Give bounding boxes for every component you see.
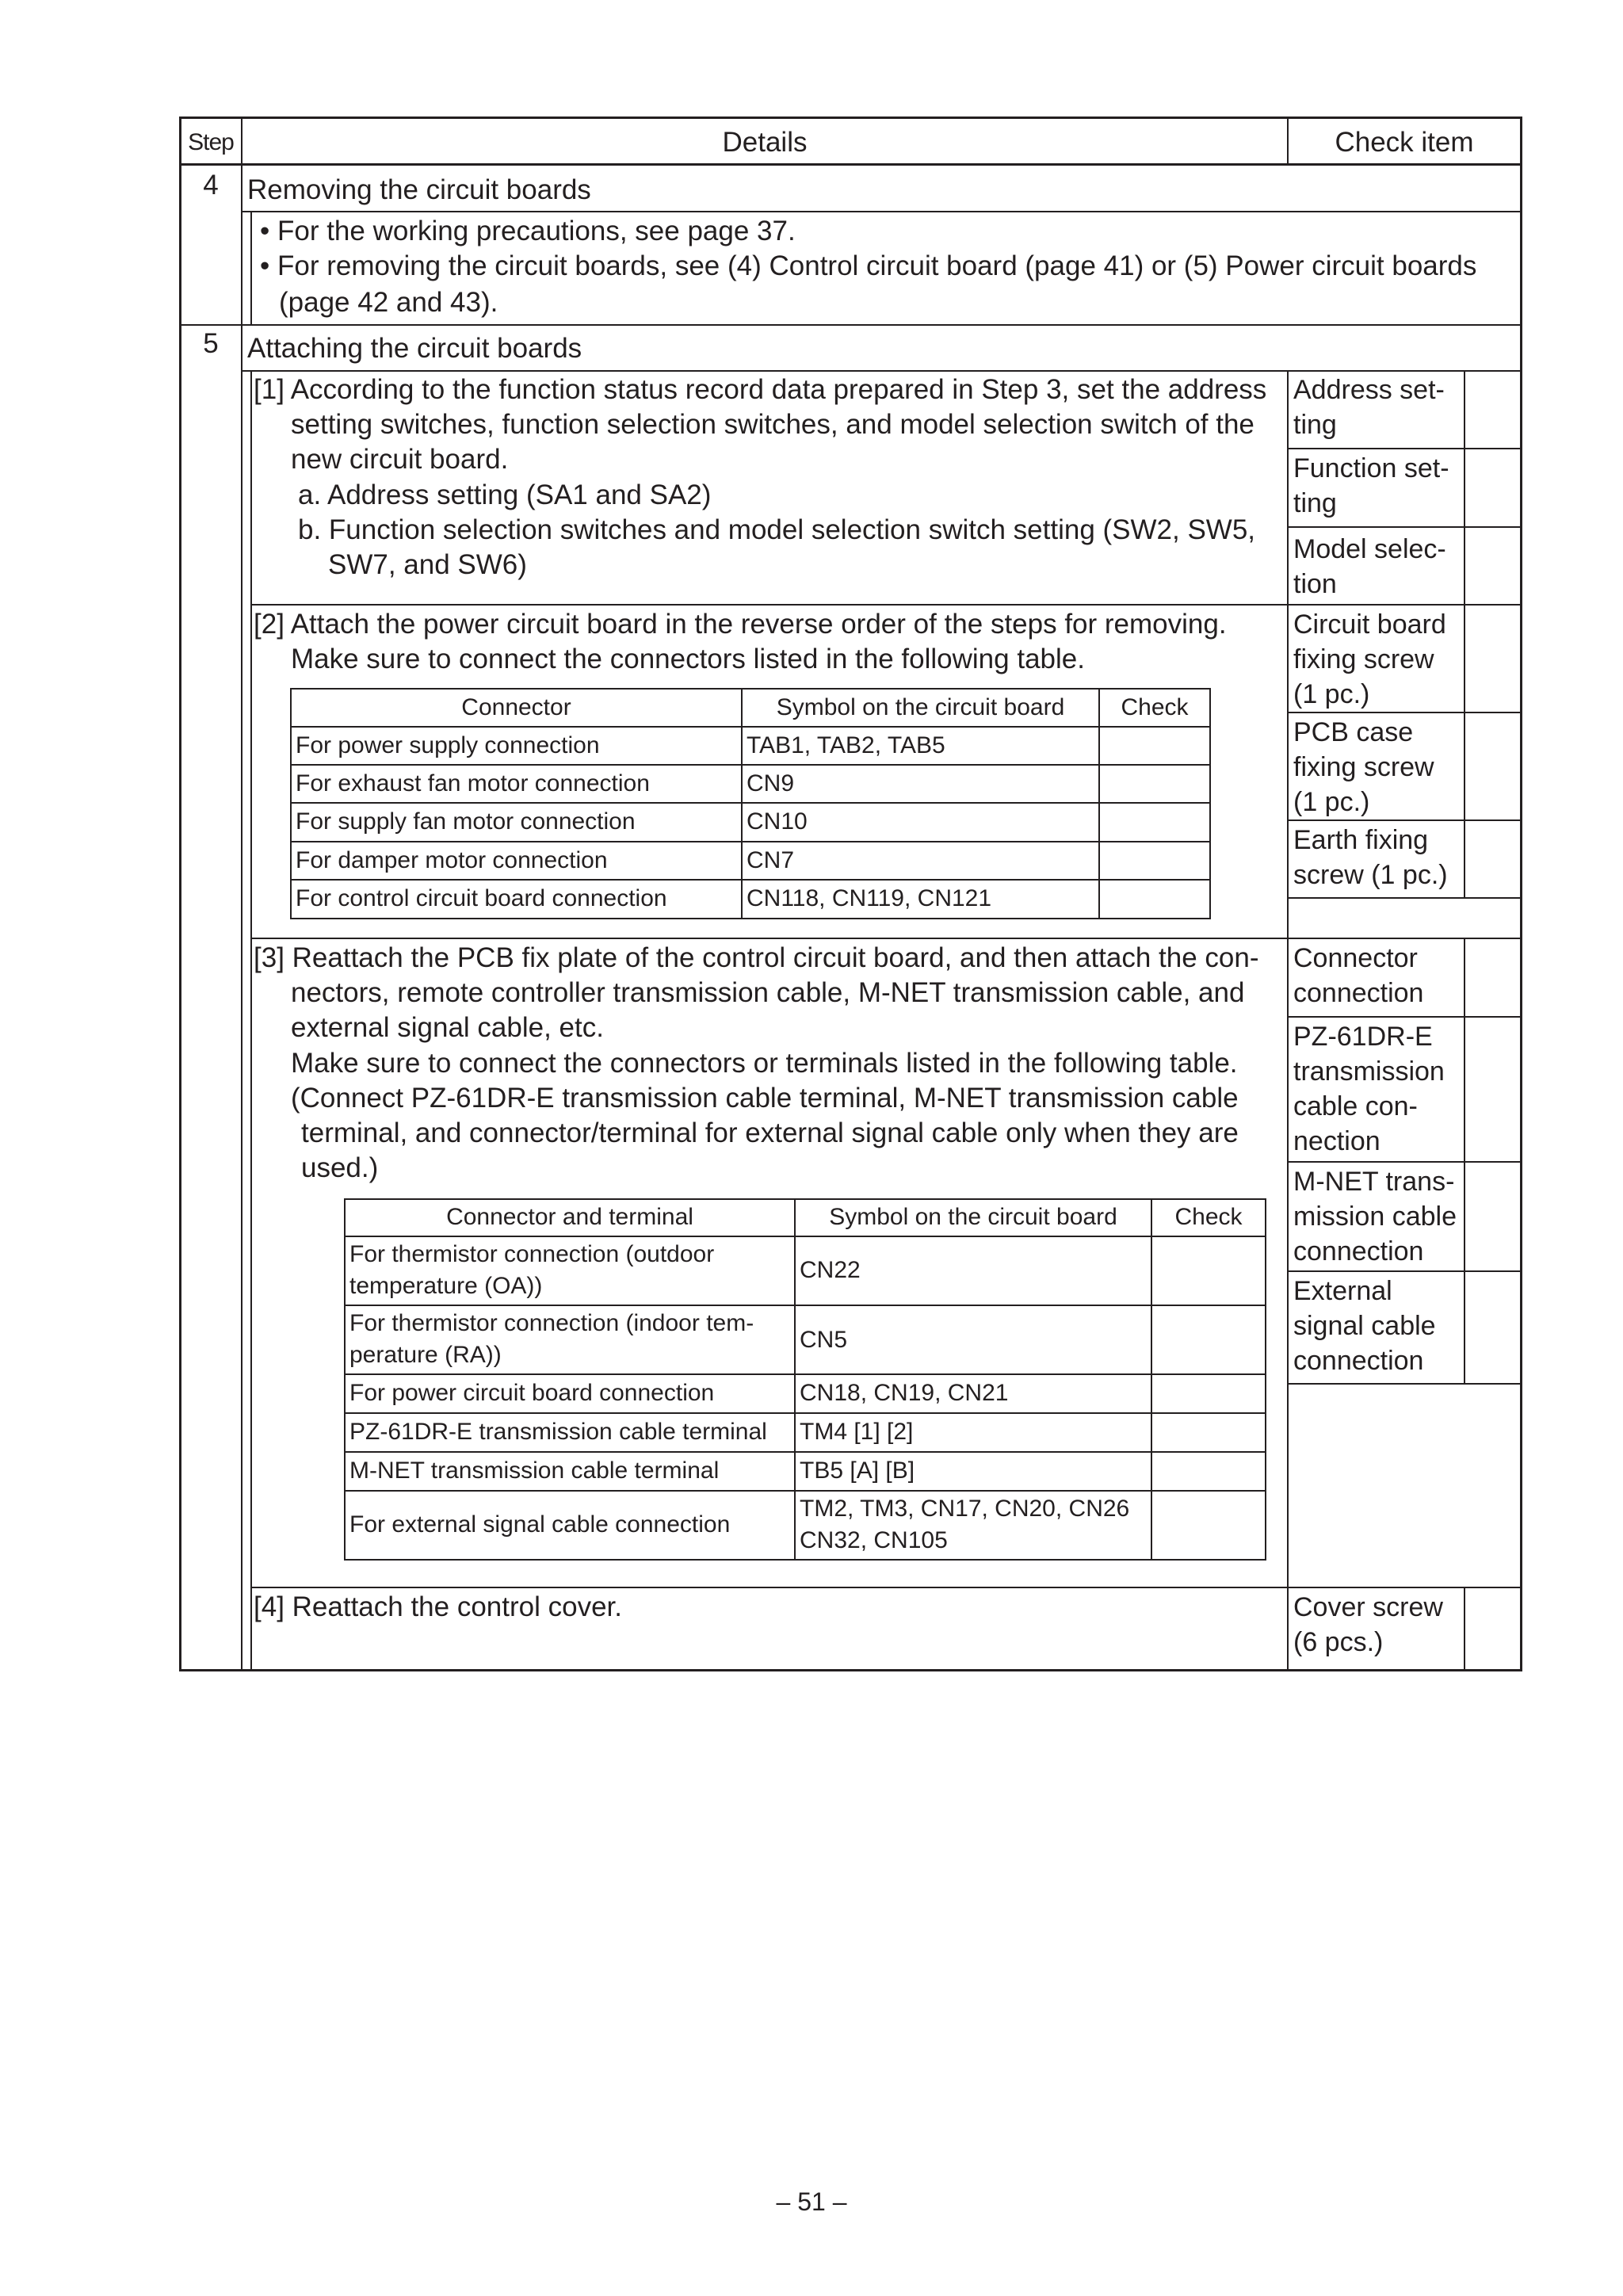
sub1-line: SW7, and SW6)	[328, 549, 527, 580]
checkbox-divider-3	[1464, 1587, 1465, 1669]
sub3-line: Make sure to connect the connectors or terminals listed in the following table.	[291, 1048, 1238, 1079]
checkbox-divider-2	[1464, 938, 1465, 1383]
sub3-line: terminal, and connector/terminal for external signal cable only when they are	[301, 1117, 1239, 1148]
terminal-table-cell: CN18, CN19, CN21	[800, 1380, 1009, 1406]
check-item-function: Function set-	[1293, 453, 1449, 483]
terminal-table-border	[344, 1559, 1266, 1561]
conn-table-border	[290, 918, 1211, 919]
sub1-line: a. Address setting (SA1 and SA2)	[298, 479, 712, 510]
check-item-earth-screw: screw (1 pc.)	[1293, 860, 1448, 890]
conn-table-header: Check	[1121, 694, 1189, 720]
conn-table-border	[290, 879, 1211, 881]
check-item-pcb-case-screw: fixing screw	[1293, 752, 1434, 782]
conn-table-cell: For control circuit board connection	[296, 885, 667, 911]
header-bottom-border	[179, 163, 1522, 166]
terminal-table-border	[1151, 1198, 1152, 1561]
conn-table-border	[290, 688, 1211, 690]
check-row-line	[1287, 712, 1522, 713]
step4-title-line	[241, 211, 1522, 212]
conn-table-cell: TAB1, TAB2, TAB5	[747, 732, 945, 758]
step-column-divider	[241, 117, 242, 1670]
terminal-table-header: Symbol on the circuit board	[829, 1204, 1117, 1230]
step4-number: 4	[203, 170, 219, 201]
check-item-address: ting	[1293, 410, 1337, 440]
sub3-separator	[250, 1587, 1522, 1588]
check-item-function: ting	[1293, 488, 1337, 518]
step4-bullet: • For removing the circuit boards, see (4) Control circuit board (page 41) or (5) Power circuit boards	[260, 250, 1477, 281]
sub4-line: [4] Reattach the control cover.	[254, 1591, 622, 1622]
terminal-table-cell: For power circuit board connection	[349, 1380, 715, 1406]
check-item-cover-screw: (6 pcs.)	[1293, 1627, 1384, 1657]
check-item-model: Model selec-	[1293, 534, 1446, 564]
conn-table-border	[1209, 688, 1211, 919]
check-item-mnet: connection	[1293, 1236, 1424, 1266]
table-right-border	[1520, 117, 1522, 1671]
conn-table-border	[290, 802, 1211, 804]
sub3-line: external signal cable, etc.	[291, 1012, 604, 1043]
terminal-table-cell: temperature (OA))	[349, 1273, 543, 1299]
sub2-line: Make sure to connect the connectors listed in the following table.	[291, 644, 1085, 674]
sub3-line: nectors, remote controller transmission cable, M-NET transmission cable, and	[291, 977, 1245, 1008]
step5-number: 5	[203, 328, 219, 359]
conn-table-cell: CN118, CN119, CN121	[747, 885, 992, 911]
check-item-mnet: mission cable	[1293, 1201, 1457, 1232]
check-row-line	[1287, 448, 1522, 449]
conn-table-cell: For damper motor connection	[296, 847, 608, 873]
sub1-line: [1] According to the function status record data prepared in Step 3, set the address	[254, 374, 1267, 405]
step5-title: Attaching the circuit boards	[247, 333, 582, 364]
terminal-table-border	[344, 1198, 346, 1561]
header-details: Details	[722, 127, 808, 158]
terminal-table-border	[1265, 1198, 1266, 1561]
conn-table-cell: For supply fan motor connection	[296, 808, 636, 835]
check-row-line	[1287, 1383, 1522, 1385]
check-row-line	[1287, 1270, 1522, 1272]
terminal-table-cell: TM4 [1] [2]	[800, 1419, 914, 1445]
sub2-separator	[250, 938, 1522, 939]
terminal-table-cell: TB5 [A] [B]	[800, 1457, 915, 1484]
terminal-table-header: Connector and terminal	[446, 1204, 693, 1230]
check-item-pcb-case-screw: (1 pc.)	[1293, 787, 1370, 817]
check-item-pz61dr: transmission	[1293, 1056, 1445, 1087]
table-bottom-border	[179, 1669, 1522, 1671]
terminal-table-border	[344, 1412, 1266, 1414]
terminal-table-border	[344, 1373, 1266, 1375]
check-item-connector: Connector	[1293, 943, 1418, 973]
terminal-table-border	[794, 1198, 796, 1561]
sub1-line: setting switches, function selection switches, and model selection switch of the	[291, 409, 1254, 440]
page-number: – 51 –	[776, 2187, 847, 2216]
sub1-separator	[250, 604, 1522, 606]
terminal-table-cell: For thermistor connection (outdoor	[349, 1241, 715, 1267]
check-item-circuit-board-screw: (1 pc.)	[1293, 679, 1370, 709]
check-row-line	[1287, 819, 1522, 821]
check-item-external-signal: External	[1293, 1276, 1392, 1306]
step4-title: Removing the circuit boards	[247, 174, 591, 205]
terminal-table-border	[344, 1490, 1266, 1492]
terminal-table-cell: M-NET transmission cable terminal	[349, 1457, 720, 1484]
check-item-pz61dr: cable con-	[1293, 1091, 1418, 1121]
check-item-external-signal: signal cable	[1293, 1311, 1436, 1341]
check-item-address: Address set-	[1293, 375, 1445, 405]
header-step: Step	[188, 129, 234, 155]
sub3-line: used.)	[301, 1152, 379, 1183]
conn-table-cell: CN10	[747, 808, 808, 835]
sub2-line: [2] Attach the power circuit board in the reverse order of the steps for removing.	[254, 609, 1227, 640]
header-check-item: Check item	[1335, 127, 1474, 158]
terminal-table-header: Check	[1174, 1204, 1243, 1230]
check-item-pz61dr: PZ-61DR-E	[1293, 1022, 1433, 1052]
step4-bullet: • For the working precautions, see page 37.	[260, 216, 796, 246]
conn-table-header: Connector	[461, 694, 571, 720]
terminal-table-cell: CN22	[800, 1257, 861, 1283]
step-separator	[179, 324, 1522, 326]
check-item-earth-screw: Earth fixing	[1293, 825, 1429, 855]
conn-table-header: Symbol on the circuit board	[776, 694, 1065, 720]
terminal-table-cell: PZ-61DR-E transmission cable terminal	[349, 1419, 767, 1445]
conn-table-cell: CN9	[747, 770, 795, 797]
conn-table-border	[290, 841, 1211, 842]
table-top-border	[179, 117, 1522, 119]
details-check-divider	[1287, 370, 1289, 1670]
step5-content-left	[250, 370, 252, 1670]
terminal-table-border	[344, 1236, 1266, 1237]
conn-table-cell: For exhaust fan motor connection	[296, 770, 650, 797]
terminal-table-border	[344, 1451, 1266, 1453]
terminal-table-border	[344, 1305, 1266, 1306]
sub3-line: (Connect PZ-61DR-E transmission cable terminal, M-NET transmission cable	[291, 1083, 1239, 1114]
step5-title-line	[241, 370, 1522, 372]
check-row-line	[1287, 526, 1522, 528]
terminal-table-cell: CN5	[800, 1327, 848, 1353]
step4-bullet: (page 42 and 43).	[279, 287, 498, 318]
check-item-circuit-board-screw: Circuit board	[1293, 609, 1446, 640]
check-item-model: tion	[1293, 569, 1337, 599]
check-item-pcb-case-screw: PCB case	[1293, 717, 1414, 747]
terminal-table-border	[344, 1198, 1266, 1200]
check-item-external-signal: connection	[1293, 1346, 1424, 1376]
check-item-mnet: M-NET trans-	[1293, 1167, 1455, 1197]
check-item-circuit-board-screw: fixing screw	[1293, 644, 1434, 674]
conn-table-cell: For power supply connection	[296, 732, 600, 758]
terminal-table-cell: CN32, CN105	[800, 1527, 948, 1553]
sub3-line: [3] Reattach the PCB fix plate of the control circuit board, and then attach the con-	[254, 942, 1259, 973]
sub1-line: new circuit board.	[291, 444, 509, 475]
check-item-cover-screw: Cover screw	[1293, 1592, 1443, 1622]
check-row-line	[1287, 897, 1522, 899]
check-row-line	[1287, 1016, 1522, 1018]
terminal-table-cell: TM2, TM3, CN17, CN20, CN26	[800, 1496, 1130, 1522]
check-item-connector: connection	[1293, 978, 1424, 1008]
sub1-line: b. Function selection switches and model selection switch setting (SW2, SW5,	[298, 514, 1256, 545]
check-row-line	[1287, 1161, 1522, 1163]
terminal-table-cell: perature (RA))	[349, 1342, 502, 1368]
step4-content-left	[250, 211, 252, 325]
check-item-pz61dr: nection	[1293, 1126, 1381, 1156]
terminal-table-cell: For thermistor connection (indoor tem-	[349, 1310, 754, 1336]
conn-table-border	[290, 764, 1211, 766]
terminal-table-cell: For external signal cable connection	[349, 1511, 731, 1538]
conn-table-border	[290, 726, 1211, 728]
conn-table-cell: CN7	[747, 847, 795, 873]
